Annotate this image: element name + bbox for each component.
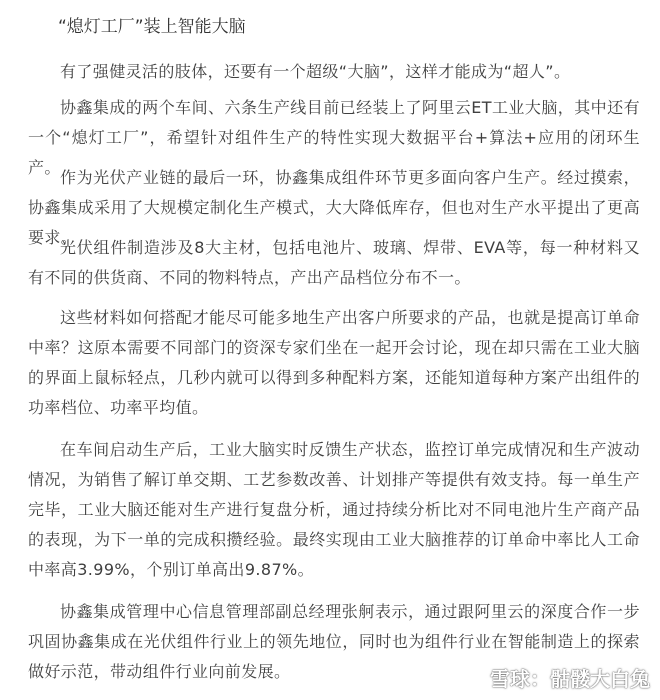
paragraph-1: 有了强健灵活的肢体，还要有一个超级“大脑”，这样才能成为“超人”。 bbox=[60, 62, 571, 81]
paragraph-7: 协鑫集成管理中心信息管理部副总经理张舸表示，通过跟阿里云的深度合作一步巩固协鑫集成在光伏组件行业上的领先地位，同时也为组件行业在智能制造上的探索做好示范，带动组件行业向前发展。 bbox=[28, 602, 640, 681]
paragraph-5: 这些材料如何搭配才能尽可能多地生产出客户所要求的产品，也就是提高订单命中率？这原本需要不同部门的资深专家们坐在一起开会讨论，现在却只需在工业大脑的界面上鼠标轻点，几秒内就可以得到多种配料方案，还能知道每种方案产出组件的功率档位、功率平均值。 bbox=[28, 308, 640, 417]
watermark-text: 雪球：骷髅大白兔 bbox=[490, 667, 650, 691]
section-heading: “熄灯工厂”装上智能大脑 bbox=[58, 17, 246, 37]
paragraph-3: 作为光伏产业链的最后一环，协鑫集成组件环节更多面向客户生产。经过摸索，协鑫集成采用了大规模定制化生产模式，大大降低库存，但也对生产水平提出了更高要求。 bbox=[28, 168, 640, 247]
paragraph-2: 协鑫集成的两个车间、六条生产线目前已经装上了阿里云ET工业大脑，其中还有一个“熄灯工厂”，希望针对组件生产的特性实现大数据平台+算法+应用的闭环生产。 bbox=[28, 98, 640, 177]
paragraph-6: 在车间启动生产后，工业大脑实时反馈生产状态，监控订单完成情况和生产波动情况，为销售了解订单交期、工艺参数改善、计划排产等提供有效支持。每一单生产完毕，工业大脑还能对生产进行复盘分析，通过持续分析比对不同电池片生产商产品的表现，为下一单的完成积攒经验。最终实现由工业大脑推荐的订单命中率比人工命中率高3.99%，个别订单高出9.87%。 bbox=[28, 440, 640, 579]
paragraph-4: 光伏组件制造涉及8大主材，包括电池片、玻璃、焊带、EVA等，每一种材料又有不同的供货商、不同的物料特点，产出产品档位分布不一。 bbox=[28, 238, 640, 287]
snowball-logo-icon bbox=[460, 666, 484, 690]
watermark bbox=[460, 663, 650, 692]
